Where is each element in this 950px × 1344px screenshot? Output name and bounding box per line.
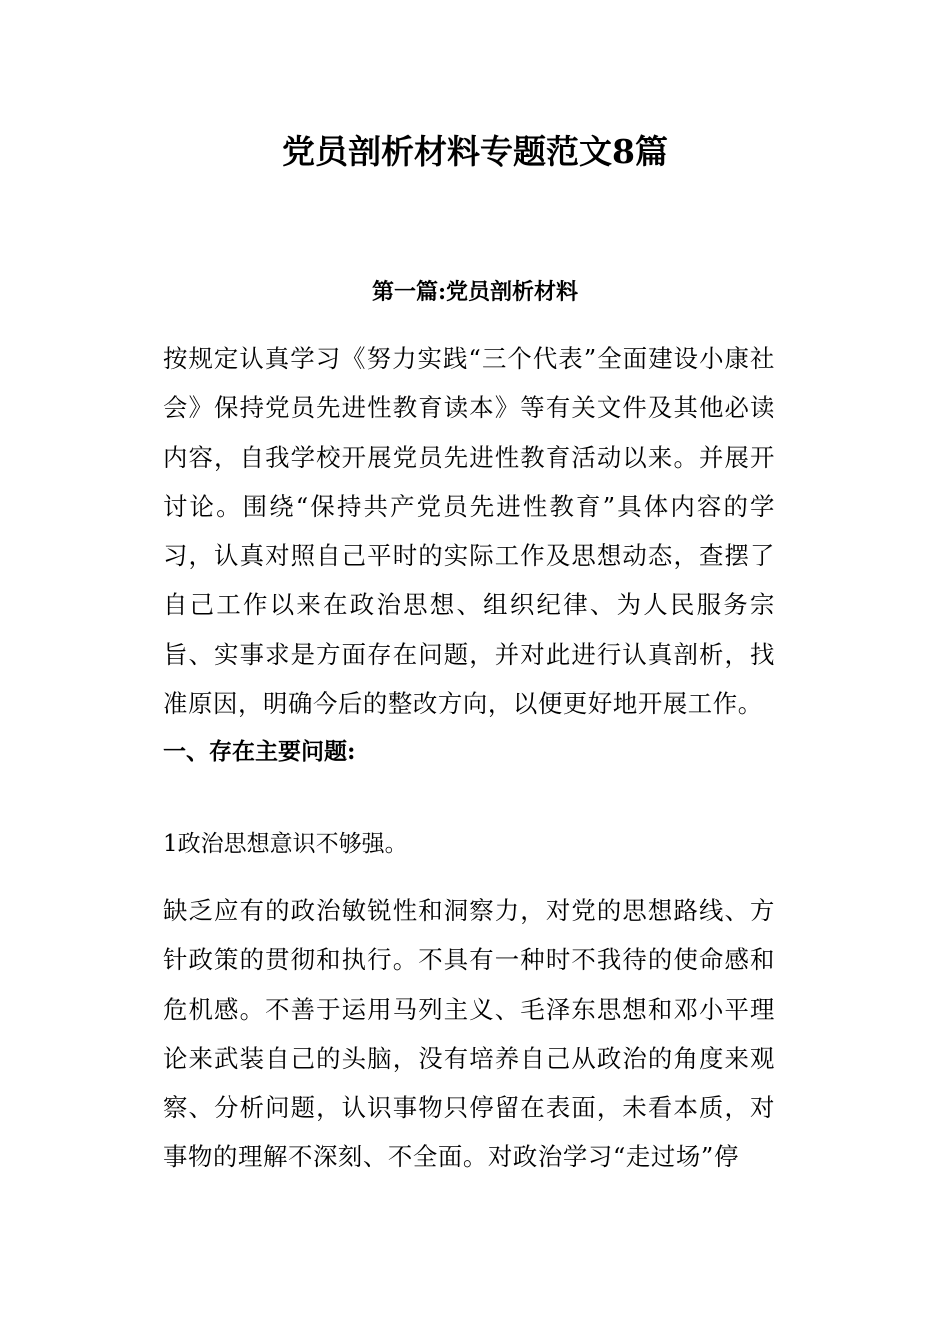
heading-main-problems: 一、存在主要问题: bbox=[163, 738, 356, 765]
document-title: 党员剖析材料专题范文8篇 bbox=[282, 132, 668, 171]
paragraph-intro: 按规定认真学习《努力实践“三个代表”全面建设小康社会》保持党员先进性教育读本》等有关文件及其他必读内容，自我学校开展党员先进性教育活动以来。并展开讨论。围绕“保持共产党员先进性教育”具体内容的学习，认真对照自己平时的实际工作及思想动态，查摆了自己工作以来在政治思想、组织纪律、为人民服务宗旨、实事求是方面存在问题，并对此进行认真剖析，找准原因，明确今后的整改方向，以便更好地开展工作。 bbox=[163, 344, 775, 719]
list-item: 1政治思想意识不够强。 bbox=[163, 831, 408, 857]
section-title: 第一篇:党员剖析材料 bbox=[371, 279, 579, 305]
paragraph-problem-detail: 缺乏应有的政治敏锐性和洞察力，对党的思想路线、方针政策的贯彻和执行。不具有一种时不我待的使命感和危机感。不善于运用马列主义、毛泽东思想和邓小平理论来武装自己的头脑，没有培养自己从政治的角度来观察、分析问题，认识事物只停留在表面，未看本质，对事物的理解不深刻、不全面。对政治学习“走过场”停 bbox=[163, 896, 775, 1172]
